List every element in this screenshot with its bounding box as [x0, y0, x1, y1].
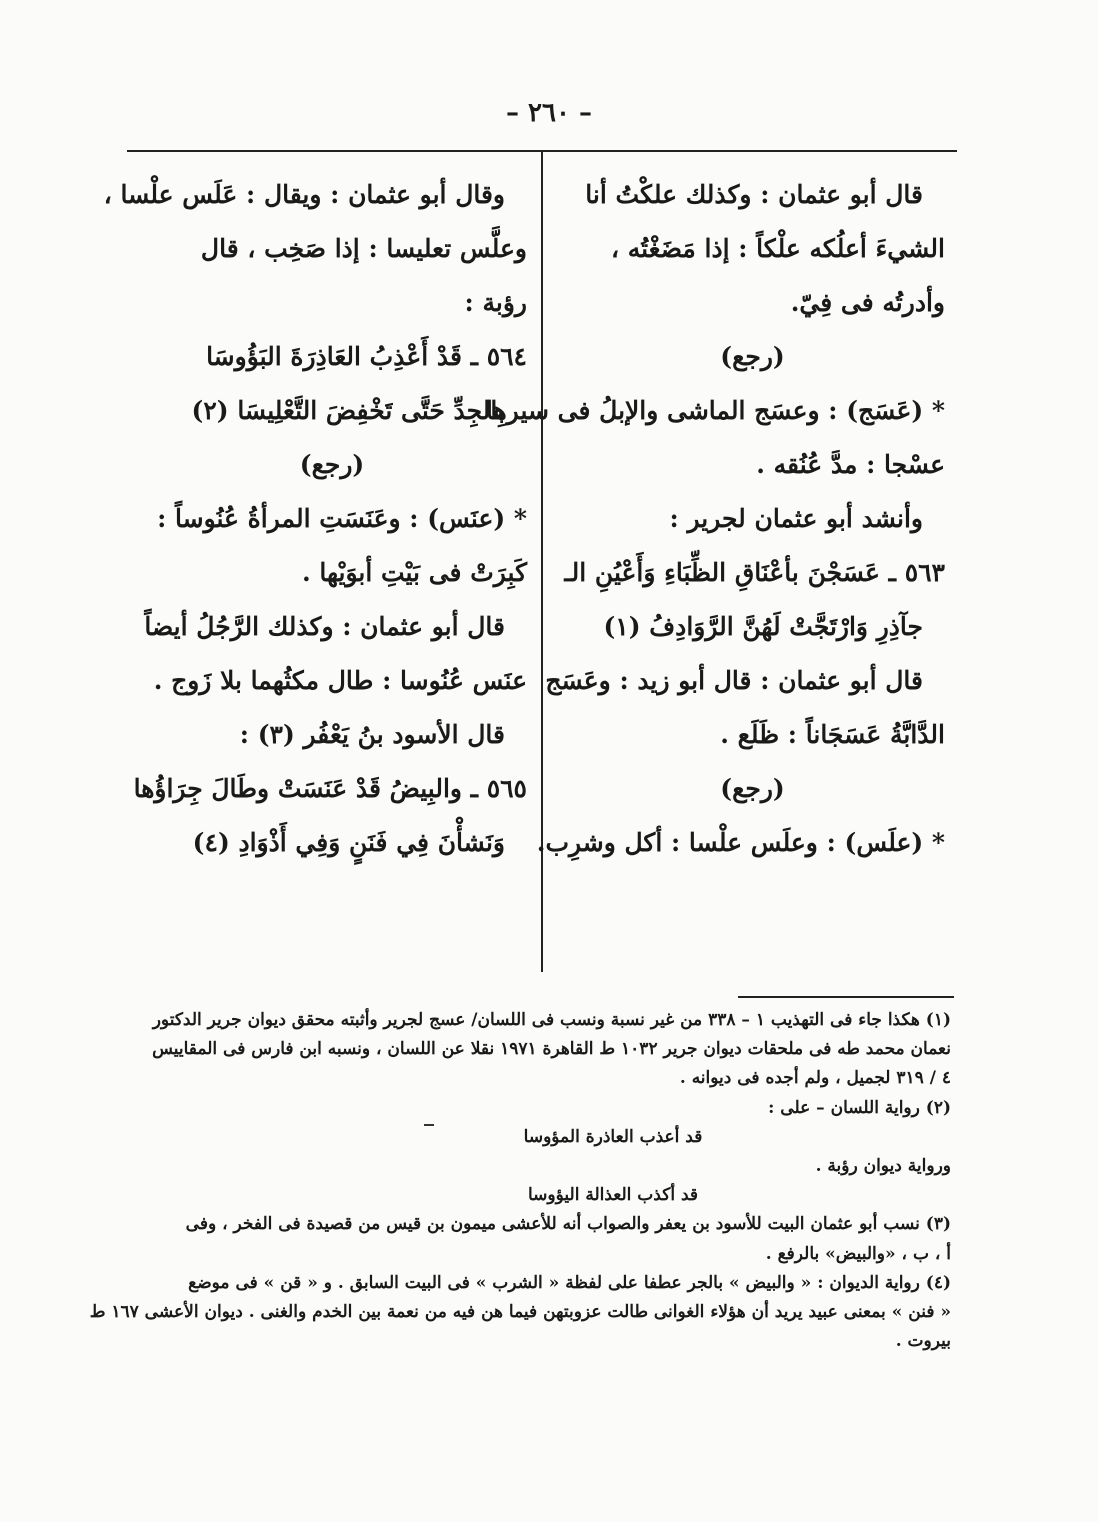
- footnote-verse: قد أكذب العذالة اليؤوسا: [527, 1185, 699, 1206]
- entry-heading-line: * (عنَس) : وعَنَسَتِ المرأةُ عُنُوساً :: [157, 504, 527, 533]
- footnote-line: (١) هكذا جاء فى التهذيب ١ – ٣٣٨ من غير نسبة ونسب فى اللسان/ عسج لجرير وأثبته محقق ديوان جرير الدكتور: [152, 1010, 951, 1030]
- verse-line: جآذِرِ وَارْتَجَّتْ لَهُنَّ الرَّوَادِفُ (١): [603, 612, 923, 641]
- verse-line: ٥٦٣ ـ عَسَجْنَ بأعْنَاقِ الظِّبَاءِ وَأَعْيُنِ الـ: [564, 558, 945, 587]
- text-line: عنَس عُنُوسا : طال مكثُهما بلا زَوج .: [153, 666, 527, 695]
- footnote-line: (٢) رواية اللسان – على :: [768, 1097, 951, 1118]
- verse-line: ٥٦٥ ـ والبِيضُ قَدْ عَنَسَتْ وطَالَ جِرَاؤُها: [133, 774, 527, 803]
- footnote-line: نعمان محمد طه فى ملحقات ديوان جرير ١٠٣٢ ط القاهرة ١٩٧١ نقلا عن اللسان ، ونسبه ابن فارس فى المقاييس: [152, 1039, 951, 1060]
- text-line: الشيءَ أعلُكه علْكاً : إذا مَضَغْتُه ،: [610, 234, 945, 263]
- text-line: قال أبو عثمان : وكذلك الرَّجُلُ أيضاً: [144, 612, 505, 641]
- text-line: الدَّابَّةُ عَسَجَاناً : ظَلَع .: [720, 720, 945, 749]
- text-line: قال أبو عثمان : قال أبو زيد : وعَسَج: [545, 666, 923, 695]
- entry-heading-line: * (علَس) : وعلَس علْسا : أكل وشرِب.: [536, 828, 945, 857]
- text-line: كَبِرَتْ فى بَيْتِ أبوَيْها .: [301, 558, 527, 587]
- entry-heading-line: * (عَسَج) : وعسَج الماشى والإبلُ فى سيرها: [485, 396, 945, 425]
- verse-line: بِالجِدِّ حَتَّى تَخْفِضَ التَّعْلِيسَا (٢): [191, 396, 505, 425]
- rajaa-marker: (رجع): [720, 342, 785, 371]
- footnote-line: أ ، ب ، «والبيض» بالرفع .: [765, 1243, 951, 1264]
- text-line: عسْجا : مدَّ عُنُقه .: [756, 450, 945, 479]
- footnotes: [89, 1006, 951, 1356]
- footnote-line: ٤ / ٣١٩ لجميل ، ولم أجده فى ديوانه .: [679, 1068, 951, 1089]
- text-line: وأدرتُه فى فِيّ.: [790, 288, 945, 317]
- text-line: رؤبة :: [464, 288, 527, 317]
- text-line: قال الأسود بنُ يَعْفُر (٣) :: [239, 720, 505, 749]
- rajaa-marker: (رجع): [299, 450, 365, 479]
- verse-line: وَنَشأْنَ فِي فَنَنٍ وَفِي أَذْوَادِ (٤): [192, 828, 505, 857]
- text-line: وأنشد أبو عثمان لجرير :: [669, 504, 923, 533]
- footnote-line: (٤) رواية الديوان : « والبيض » بالجر عطفا على لفظة « الشرب » فى البيت السابق . و « قن » فى موضع: [188, 1272, 951, 1293]
- page-number: – ٢٦٠ –: [505, 98, 593, 128]
- footnote-line: ورواية ديوان رؤبة .: [815, 1155, 951, 1176]
- text-line: وقال أبو عثمان : ويقال : عَلَس علْسا ،: [103, 180, 505, 209]
- rajaa-marker: (رجع): [720, 774, 785, 803]
- footnote-line: بيروت .: [895, 1331, 951, 1352]
- footnote-line: « فنن » بمعنى عبيد يريد أن هؤلاء الغوانى طالت عزوبتهن فيما هن فيه من نعمة بين الخدم والغنى . ديوان الأعشى ١٦٧ ط: [89, 1301, 951, 1322]
- footnote-line: (٣) نسب أبو عثمان البيت للأسود بن يعفر والصواب أنه للأعشى ميمون بن قيس من قصيدة فى الفخر ، وفى: [185, 1214, 951, 1235]
- verse-line: ٥٦٤ ـ قَدْ أَعْذِبُ العَاذِرَةَ البَؤُوسَا: [206, 342, 527, 371]
- footnote-verse: قد أعذب العاذرة المؤوسا: [523, 1126, 703, 1147]
- text-line: وعلَّس تعليسا : إذا صَخِب ، قال: [200, 234, 527, 263]
- footnote-rule: [738, 996, 954, 998]
- left-column: [103, 168, 527, 870]
- text-line: قال أبو عثمان : وكذلك علكْتُ أنا: [585, 180, 923, 209]
